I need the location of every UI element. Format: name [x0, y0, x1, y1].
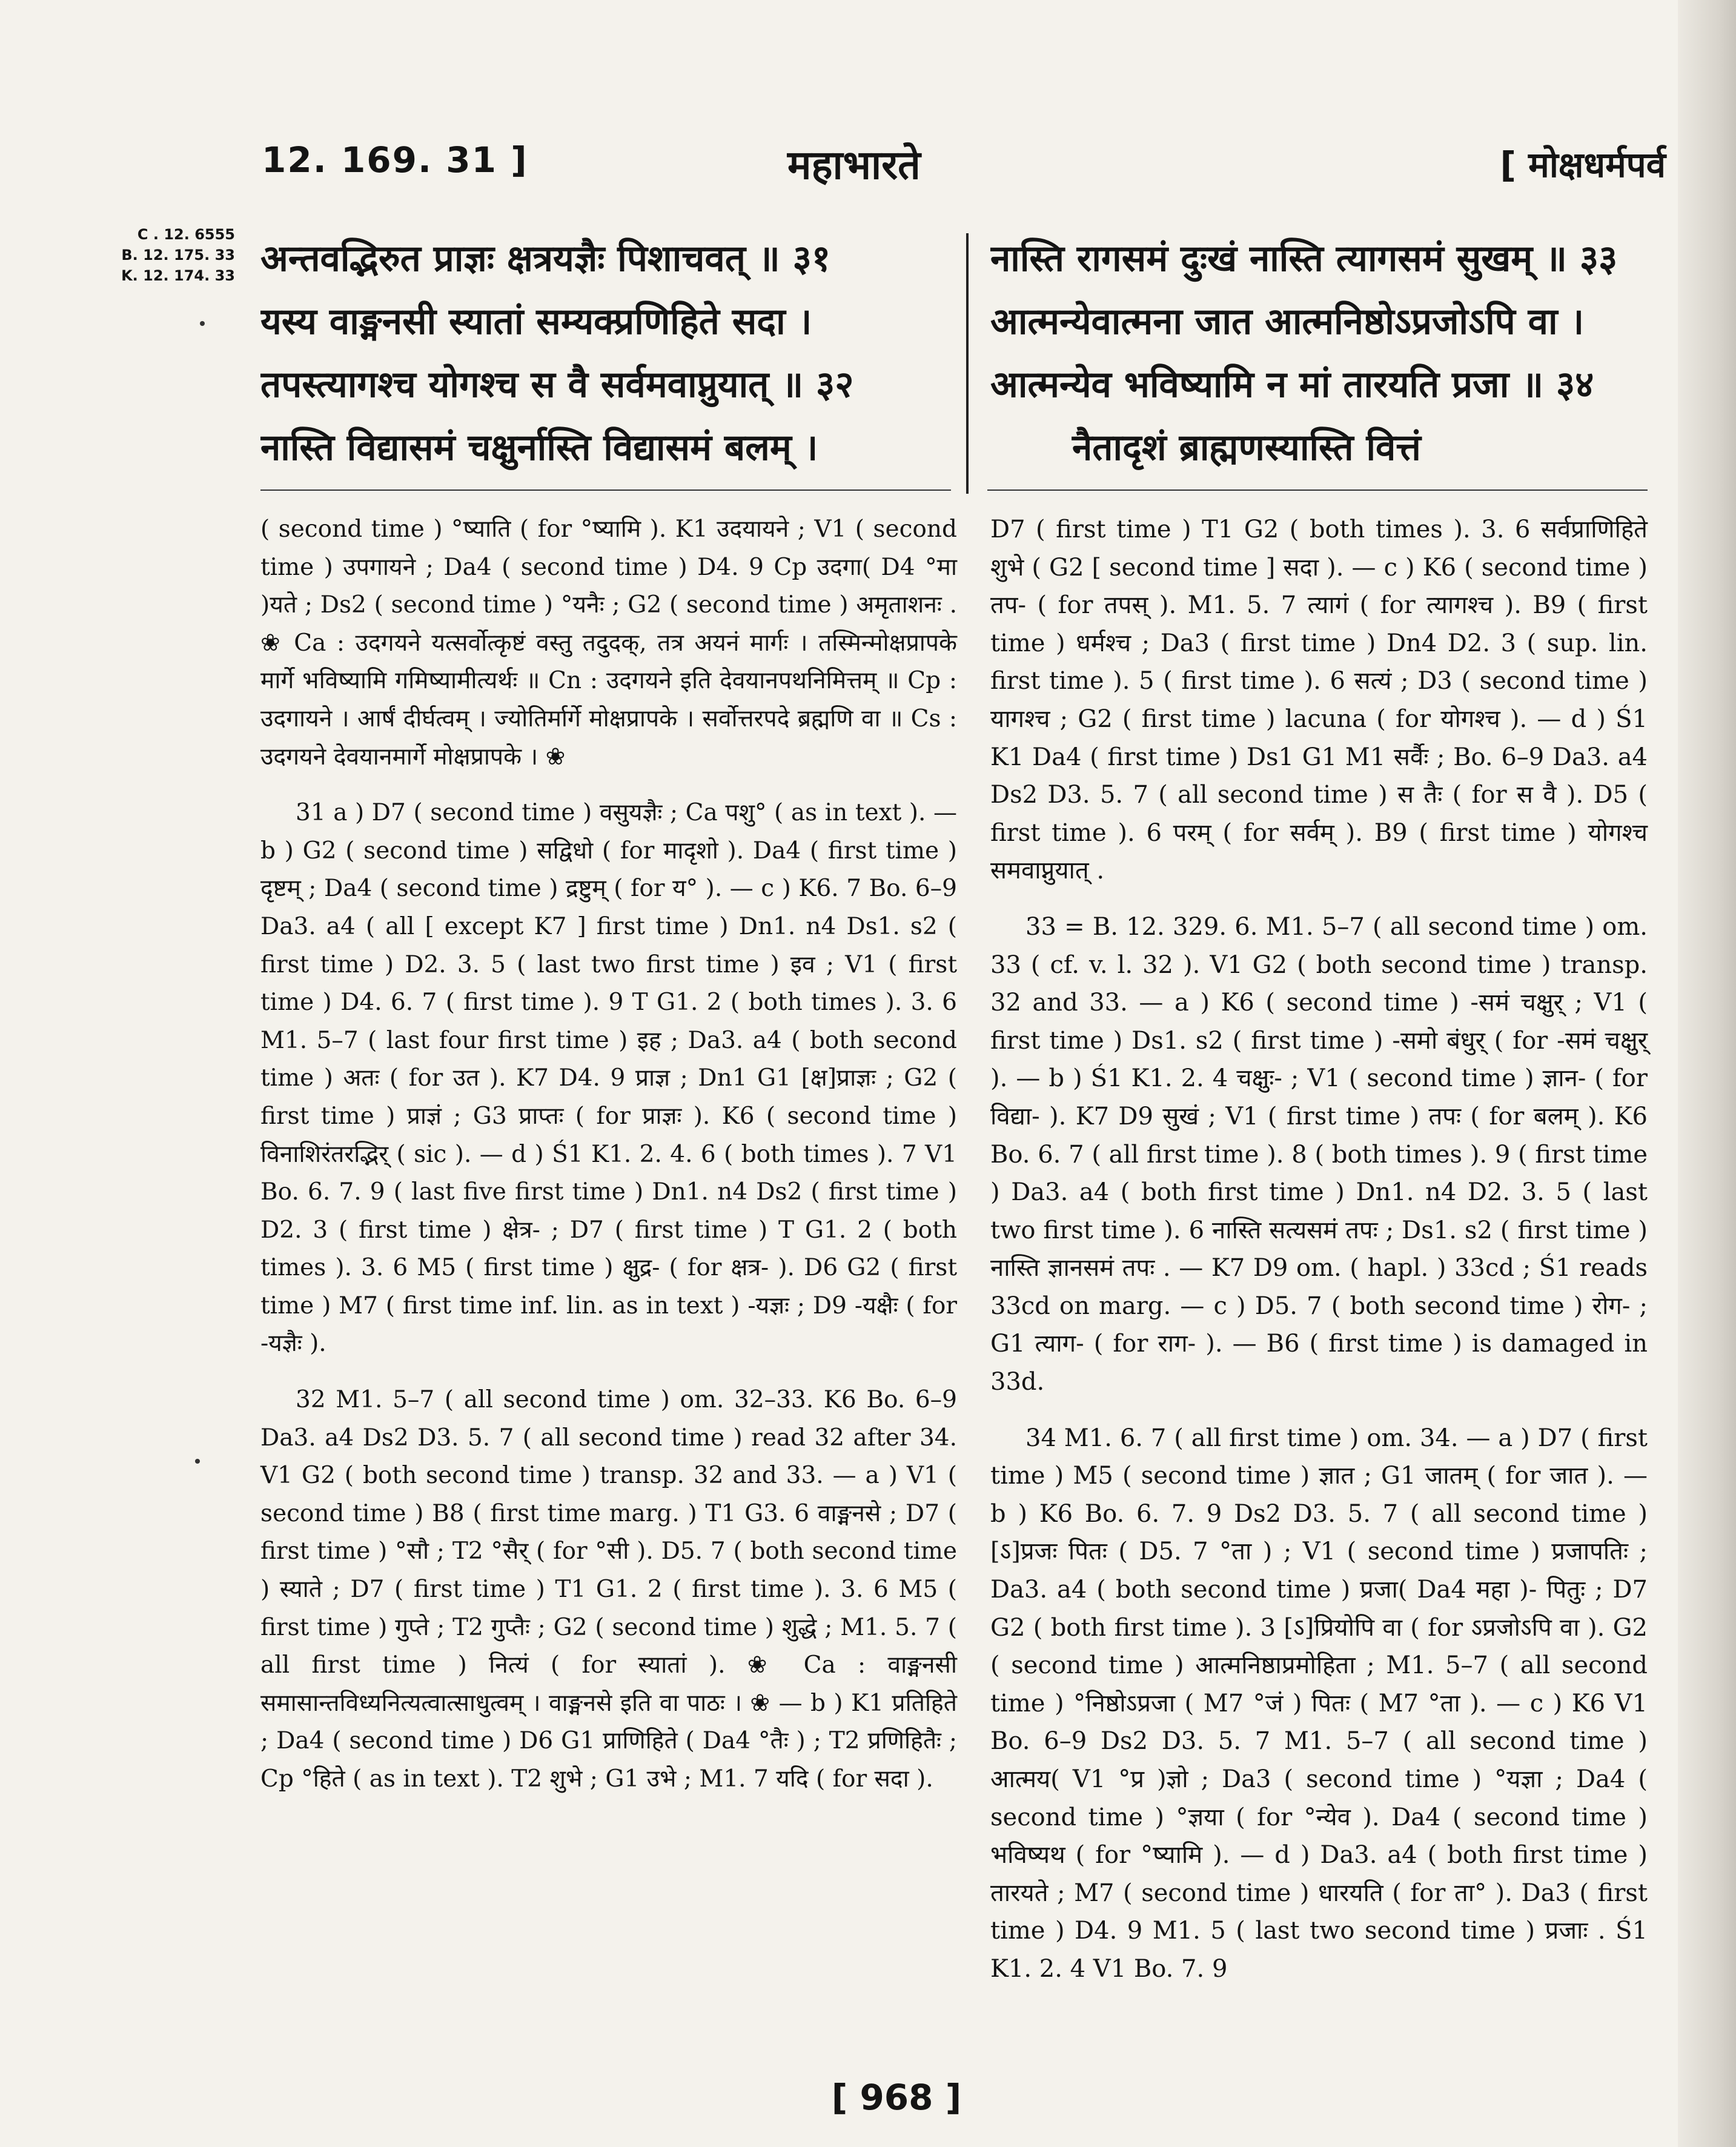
- apparatus-paragraph: 33 = B. 12. 329. 6. M1. 5–7 ( all second time ) om. 33 ( cf. v. l. 32 ). V1 G2 ( both second time ) transp. 32 and 33. — a ) K6 ( second time ) -समं चक्षुर् ; V1 ( first time ) Ds1. s2 ( first time ) -समो बंधुर् ( for -समं चक्षुर् ). — b ) Ś1 K1. 2. 4 चक्षुः- ; V1 ( second time ) ज्ञान- ( for विद्या- ). K7 D9 सुखं ; V1 ( first time ) तपः ( for बलम् ). K6 Bo. 6. 7 ( all first time ). 8 ( both times ). 9 ( first time ) Da3. a4 ( both first time ) Dn1. n4 D2. 3. 5 ( last two first time ). 6 नास्ति सत्यसमं तपः ; Ds1. s2 ( first time ) नास्ति ज्ञानसमं तपः . — K7 D9 om. ( hapl. ) 33cd ; Ś1 reads 33cd on marg. — c ) D5. 7 ( both second time ) रोग- ; G1 त्याग- ( for राग- ). — B6 ( first time ) is damaged in 33d.: [990, 912, 1648, 1396]
- page-number: [ 968 ]: [831, 2077, 962, 2118]
- verse-line: यस्य वाङ्मनसी स्यातां सम्यक्प्रणिहिते सदा ।: [260, 300, 812, 343]
- margin-concordance: [116, 224, 235, 286]
- verses-left-column: [260, 227, 951, 479]
- verse-line: आत्मन्येवात्मना जात आत्मनिष्ठोऽप्रजोऽपि वा ।: [990, 300, 1585, 343]
- margin-ref: B. 12. 175. 33: [121, 247, 235, 264]
- rule-left: [260, 489, 951, 491]
- header-title: महाभारते: [787, 142, 921, 188]
- verse-line: नैतादृशं ब्राह्मणस्यास्ति वित्तं: [1072, 426, 1421, 469]
- apparatus-paragraph: 34 M1. 6. 7 ( all first time ) om. 34. — a ) D7 ( first time ) M5 ( second time ) ज्ञात ; G1 जातम् ( for जात ). — b ) K6 Bo. 6. 7. 9 Ds2 D3. 5. 7 ( all second time ) [ऽ]प्रजः पितः ( D5. 7 °ता ) ; V1 ( second time ) प्रजापतिः ; Da3. a4 ( both second time ) प्रजा( Da4 महा )- पितुः ; D7 G2 ( both first time ). 3 [ऽ]प्रियोपि वा ( for ऽप्रजोऽपि वा ). G2 ( second time ) आत्मनिष्ठाप्रमोहिता ; M1. 5–7 ( all second time ) °निष्ठोऽप्रजा ( M7 °जं ) पितः ( M7 °ता ). — c ) K6 V1 Bo. 6–9 Ds2 D3. 5. 7 M1. 5–7 ( all second time ) आत्मय( V1 °प्र )ज्ञो ; Da3 ( second time ) °यज्ञा ; Da4 ( second time ) °ज्ञया ( for °न्येव ). Da4 ( second time ) भविष्यथ ( for °ष्यामि ). — d ) Da3. a4 ( both first time ) तारयते ; M7 ( second time ) धारयति ( for ता° ). Da3 ( first time ) D4. 9 M1. 5 ( last two second time ) प्रजाः . Ś1 K1. 2. 4 V1 Bo. 7. 9: [990, 1424, 1648, 1983]
- margin-ref: C . 12. 6555: [137, 226, 235, 243]
- margin-dot: [200, 321, 205, 326]
- verse-line: आत्मन्येव भविष्यामि न मां तारयति प्रजा ॥ ३४: [990, 363, 1594, 406]
- apparatus-paragraph: ( second time ) °ष्याति ( for °ष्यामि ). K1 उदयायने ; V1 ( second time ) उपगायने ; Da4 ( second time ) D4. 9 Cp उदगा( D4 °मा )यते ; Ds2 ( second time ) °यनैः ; G2 ( second time ) अमृताशनः . ❀ Ca : उदगयने यत्सर्वोत्कृष्टं वस्तु तदुदक्, तत्र अयनं मार्गः । तस्मिन्मोक्षप्रापके मार्गे भविष्यामि गमिष्यामीत्यर्थः ॥ Cn : उदगयने इति देवयानपथनिमित्तम् ॥ Cp : उदगायने । आर्षं दीर्घत्वम् । ज्योतिर्मार्गे मोक्षप्रापके । सर्वोत्तरपदे ब्रह्मणि वा ॥ Cs : उदगयने देवयानमार्गे मोक्षप्रापके । ❀: [260, 516, 957, 771]
- apparatus-paragraph: D7 ( first time ) T1 G2 ( both times ). 3. 6 सर्वप्राणिहिते शुभे ( G2 [ second time ] सदा ). — c ) K6 ( second time ) तप- ( for तपस् ). M1. 5. 7 त्यागं ( for त्यागश्च ). B9 ( first time ) धर्मश्च ; Da3 ( first time ) Dn4 D2. 3 ( sup. lin. first time ). 5 ( first time ). 6 सत्यं ; D3 ( second time ) यागश्च ; G2 ( first time ) lacuna ( for योगश्च ). — d ) Ś1 K1 Da4 ( first time ) Ds1 G1 M1 सर्वैः ; Bo. 6–9 Da3. a4 Ds2 D3. 5. 7 ( all second time ) स तैः ( for स वै ). D5 ( first time ). 6 परम् ( for सर्वम् ). B9 ( first time ) योगश्च समवाप्नुयात् .: [990, 516, 1648, 885]
- page-edge-shadow: [1678, 0, 1736, 2147]
- header-section: [ मोक्षधर्मपर्व: [1500, 144, 1666, 185]
- verse-line: तपस्त्यागश्च योगश्च स वै सर्वमवाप्नुयात् ॥ ३२: [260, 363, 854, 406]
- verse-line: नास्ति विद्यासमं चक्षुर्नास्ति विद्यासमं बलम् ।: [260, 426, 818, 469]
- verses-right-column: [990, 227, 1645, 479]
- margin-ref: K. 12. 174. 33: [121, 267, 235, 284]
- apparatus-paragraph: 31 a ) D7 ( second time ) वसुयज्ञैः ; Ca पशु° ( as in text ). — b ) G2 ( second time ) सद्विधो ( for मादृशो ). Da4 ( first time ) दृष्टम् ; Da4 ( second time ) द्रष्टुम् ( for य° ). — c ) K6. 7 Bo. 6–9 Da3. a4 ( all [ except K7 ] first time ) Dn1. n4 Ds1. s2 ( first time ) D2. 3. 5 ( last two first time ) इव ; V1 ( first time ) D4. 6. 7 ( first time ). 9 T G1. 2 ( both times ). 3. 6 M1. 5–7 ( last four first time ) इह ; Da3. a4 ( both second time ) अतः ( for उत ). K7 D4. 9 प्राज्ञ ; Dn1 G1 [क्ष]प्राज्ञः ; G2 ( first time ) प्राज्ञं ; G3 प्राप्तः ( for प्राज्ञः ). K6 ( second time ) विनाशिरंतरद्भिर् ( sic ). — d ) Ś1 K1. 2. 4. 6 ( both times ). 7 V1 Bo. 6. 7. 9 ( last five first time ) Dn1. n4 Ds2 ( first time ) D2. 3 ( first time ) क्षेत्र- ; D7 ( first time ) T G1. 2 ( both times ). 3. 6 M5 ( first time ) क्षुद्र- ( for क्षत्र- ). D6 G2 ( first time ) M7 ( first time inf. lin. as in text ) -यज्ञः ; D9 -यक्षैः ( for -यज्ञैः ).: [260, 799, 957, 1358]
- verse-line: अन्तवद्भिरुत प्राज्ञः क्षत्रयज्ञैः पिशाचवत् ॥ ३१: [260, 237, 831, 280]
- verse-line: नास्ति रागसमं दुःखं नास्ति त्यागसमं सुखम् ॥ ३३: [990, 237, 1618, 280]
- column-divider: [966, 233, 969, 494]
- apparatus-paragraph: 32 M1. 5–7 ( all second time ) om. 32–33. K6 Bo. 6–9 Da3. a4 Ds2 D3. 5. 7 ( all second time ) read 32 after 34. V1 G2 ( both second time ) transp. 32 and 33. — a ) V1 ( second time ) B8 ( first time marg. ) T1 G3. 6 वाङ्मनसे ; D7 ( first time ) °सौ ; T2 °सैर् ( for °सी ). D5. 7 ( both second time ) स्याते ; D7 ( first time ) T1 G1. 2 ( first time ). 3. 6 M5 ( first time ) गुप्ते ; T2 गुप्तैः ; G2 ( second time ) शुद्धे ; M1. 5. 7 ( all first time ) नित्यं ( for स्यातां ). ❀ Ca : वाङ्मनसी समासान्तविध्यनित्यत्वात्साधुत्वम् । वाङ्मनसे इति वा पाठः । ❀ — b ) K1 प्रतिहिते ; Da4 ( second time ) D6 G1 प्राणिहिते ( Da4 °तैः ) ; T2 प्रणिहितैः ; Cp °हिते ( as in text ). T2 शुभे ; G1 उभे ; M1. 7 यदि ( for सदा ).: [260, 1386, 957, 1793]
- rule-right: [987, 489, 1648, 491]
- critical-apparatus-left: [260, 511, 957, 1817]
- margin-dot: [195, 1459, 200, 1464]
- critical-apparatus-right: [990, 511, 1648, 2006]
- header-reference: 12. 169. 31 ]: [262, 139, 528, 181]
